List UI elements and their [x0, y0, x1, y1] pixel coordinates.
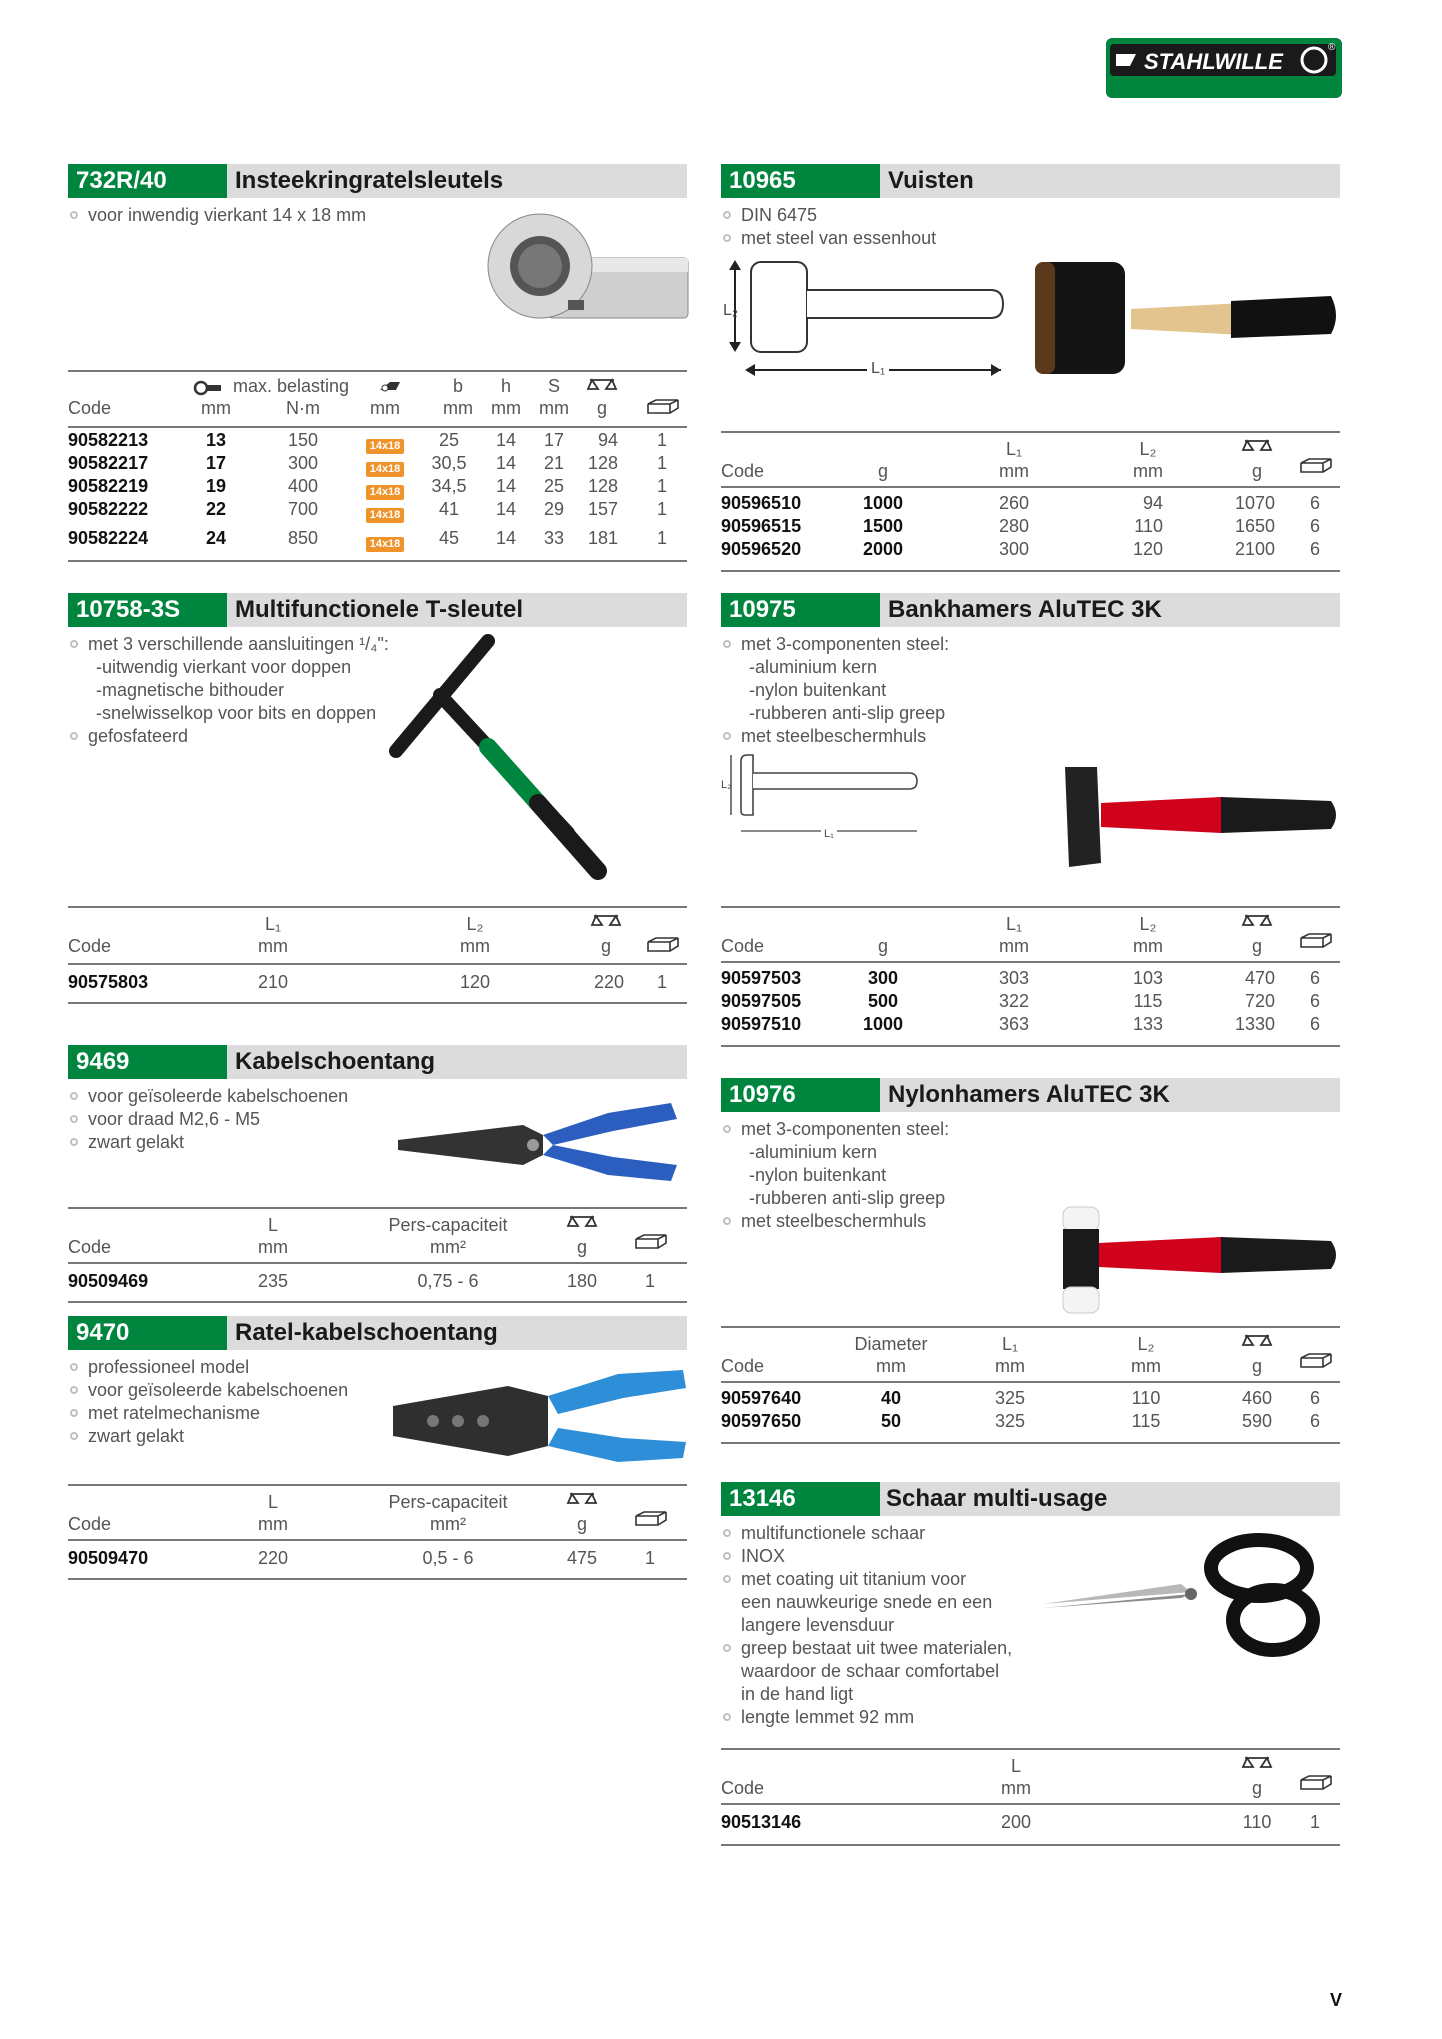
table-row[interactable]: 90597510 1000 363 133 1330 6	[721, 1014, 1320, 1034]
article-code: 10758-3S	[68, 593, 227, 627]
col-header-h: h	[500, 376, 511, 396]
section-title: Vuisten	[888, 167, 974, 194]
feature-item: een nauwkeurige snede en een	[741, 1592, 993, 1612]
table-row[interactable]: 90582222 22 700 14x18 41 14 29 157 1	[68, 499, 667, 521]
section-9469	[68, 1045, 687, 1291]
box-icon	[634, 1510, 668, 1531]
box-icon	[634, 1233, 668, 1254]
section-10965	[721, 164, 1340, 559]
col-unit: N·m	[286, 398, 320, 418]
scale-icon	[1237, 1332, 1277, 1353]
col-unit: mm	[201, 398, 231, 418]
section-9470	[68, 1316, 687, 1568]
section-title: Kabelschoentang	[235, 1048, 436, 1075]
scale-icon	[562, 1213, 602, 1234]
feature-item: -magnetische bithouder	[96, 680, 285, 700]
svg-text:®: ®	[1328, 42, 1336, 53]
section-header	[721, 1482, 1340, 1516]
table-row[interactable]: 90597505 500 322 115 720 6	[721, 991, 1320, 1011]
section-732r-40	[68, 164, 687, 550]
section-header	[68, 1316, 687, 1350]
table-row[interactable]: 90597503 300 303 103 470 6	[721, 968, 1320, 988]
box-icon	[646, 936, 680, 957]
feature-item: multifunctionele schaar	[721, 1522, 1340, 1545]
feature-item: -rubberen anti-slip greep	[749, 703, 946, 723]
scale-icon	[582, 376, 622, 397]
section-header	[68, 1045, 687, 1079]
feature-item: zwart gelakt	[68, 1425, 687, 1448]
feature-item: -nylon buitenkant	[749, 680, 887, 700]
feature-item: DIN 6475	[721, 204, 1340, 227]
box-icon	[1299, 1774, 1333, 1795]
article-code: 9470	[68, 1316, 227, 1350]
section-header	[68, 164, 687, 198]
col-unit: mm	[443, 398, 473, 418]
ratchet-crimping-pliers-image	[388, 1366, 693, 1476]
feature-item: zwart gelakt	[68, 1131, 687, 1154]
col-header-b: b	[452, 376, 463, 396]
machinist-hammer-image	[1041, 763, 1341, 873]
article-code: 10975	[721, 593, 880, 627]
box-icon	[1299, 457, 1333, 478]
feature-item: -uitwendig vierkant voor doppen	[96, 657, 352, 677]
table-13146: L Code mm g 90513146 200 110 1	[721, 1748, 1340, 1848]
table-row[interactable]: 90597640 40 325 110 460 6	[721, 1388, 1320, 1408]
col-unit: mm	[491, 398, 521, 418]
section-title: Multifunctionele T-sleutel	[235, 596, 524, 623]
box-icon	[1299, 1352, 1333, 1373]
feature-item: -nylon buitenkant	[749, 1165, 887, 1185]
feature-item: met steelbeschermhuls	[721, 725, 1340, 748]
feature-list	[721, 204, 1340, 250]
article-code: 13146	[721, 1482, 880, 1516]
feature-list	[721, 633, 1340, 748]
dim-label: L₁	[821, 828, 837, 840]
scale-icon	[1237, 1754, 1277, 1775]
col-unit: mm	[370, 398, 400, 418]
table-row[interactable]: 90575803 210 120 220 1	[68, 972, 667, 992]
table-row[interactable]: 90582219 19 400 14x18 34,5 14 25 128 1	[68, 476, 667, 498]
t-handle-image	[388, 633, 688, 893]
col-unit: mm	[539, 398, 569, 418]
feature-item: met ratelmechanisme	[68, 1402, 687, 1425]
box-icon	[646, 398, 680, 419]
table-row[interactable]: 90513146 200 110 1	[721, 1812, 1320, 1832]
article-code: 9469	[68, 1045, 227, 1079]
section-title: Insteekringratelsleutels	[235, 167, 504, 194]
feature-item: greep bestaat uit twee materialen,	[721, 1637, 1340, 1660]
col-header-s: S	[547, 376, 560, 396]
feature-item: voor inwendig vierkant 14 x 18 mm	[68, 204, 687, 227]
table-9470: L Pers-capaciteit Code mm mm² g 90509470 220 0,5 - 6 475 1	[68, 1484, 687, 1584]
section-10975	[721, 593, 1340, 1034]
feature-item: -rubberen anti-slip greep	[749, 1188, 946, 1208]
table-732r	[68, 370, 687, 566]
feature-item: -aluminium kern	[749, 1142, 878, 1162]
table-10975: L₁ L₂ Code g mm mm g 90597503 300 303 103 470 6 90597505 500 322 115 720 6 90597510 1000 363 133 1330 6	[721, 906, 1340, 1056]
insert-tool-icon	[378, 378, 402, 399]
dimension-drawing	[721, 258, 1011, 398]
feature-item: gefosfateerd	[68, 725, 687, 748]
feature-item: met coating uit titanium voor	[721, 1568, 1340, 1591]
table-10976: Diameter L₁ L₂ Code mm mm mm g 90597640 40 325 110 460 6 90597650 50 325 115 590 6	[721, 1326, 1340, 1456]
section-13146	[721, 1482, 1340, 1832]
feature-item: met 3-componenten steel:	[721, 1118, 1340, 1141]
table-row[interactable]: 90596515 1500 280 110 1650 6	[721, 516, 1320, 536]
section-title: Schaar multi-usage	[886, 1485, 1108, 1512]
table-row[interactable]: 90597650 50 325 115 590 6	[721, 1411, 1320, 1431]
section-title: Ratel-kabelschoentang	[235, 1319, 498, 1346]
ring-ratchet-insert-image	[468, 208, 698, 348]
feature-item: -aluminium kern	[749, 657, 878, 677]
table-row[interactable]: 90509469 235 0,75 - 6 180 1	[68, 1271, 655, 1291]
scale-icon	[1237, 437, 1277, 458]
section-10976	[721, 1078, 1340, 1431]
section-header	[721, 593, 1340, 627]
scale-icon	[1237, 912, 1277, 933]
feature-item: professioneel model	[68, 1356, 687, 1379]
stahlwille-logo	[1106, 38, 1342, 98]
box-icon	[1299, 932, 1333, 953]
table-row[interactable]: 90596520 2000 300 120 2100 6	[721, 539, 1320, 559]
feature-item: met steelbeschermhuls	[721, 1210, 1340, 1233]
dim-label: L₂	[723, 302, 739, 319]
col-unit: g	[596, 398, 607, 418]
feature-item: met 3-componenten steel:	[721, 633, 1340, 656]
section-10758-3s	[68, 593, 687, 992]
scissors-image	[1041, 1532, 1341, 1662]
scale-icon	[586, 912, 626, 933]
dim-label: L₁	[867, 360, 889, 378]
article-code: 10965	[721, 164, 880, 198]
feature-item: voor geïsoleerde kabelschoenen	[68, 1379, 687, 1402]
section-title: Bankhamers AluTEC 3K	[888, 596, 1162, 623]
section-header	[68, 593, 687, 627]
col-header-code: Code	[68, 398, 112, 418]
section-title: Nylonhamers AluTEC 3K	[888, 1081, 1170, 1108]
feature-item: voor geïsoleerde kabelschoenen	[68, 1085, 687, 1108]
section-header	[721, 1078, 1340, 1112]
club-hammer-image	[1031, 254, 1341, 394]
section-header	[721, 164, 1340, 198]
feature-item: INOX	[721, 1545, 1340, 1568]
table-row[interactable]: 90509470 220 0,5 - 6 475 1	[68, 1548, 655, 1568]
feature-item: voor draad M2,6 - M5	[68, 1108, 687, 1131]
feature-item: met 3 verschillende aansluitingen ¹/₄":	[68, 633, 687, 656]
dim-label: L₂	[721, 779, 732, 791]
feature-item: lengte lemmet 92 mm	[721, 1706, 1340, 1729]
table-row[interactable]: 90582213 13 150 14x18 25 14 17 94 1	[68, 430, 667, 452]
table-row[interactable]: 90582217 17 300 14x18 30,5 14 21 128 1	[68, 453, 667, 475]
scale-icon	[562, 1490, 602, 1511]
article-code: 732R/40	[68, 164, 227, 198]
col-header-load: max. belasting	[233, 376, 350, 396]
table-10758: L₁ L₂ Code mm mm g 90575803 210 120 220 1	[68, 906, 687, 1006]
nylon-hammer-image	[1041, 1203, 1341, 1318]
feature-item: langere levensduur	[741, 1615, 895, 1635]
feature-item: waardoor de schaar comfortabel	[741, 1661, 1000, 1681]
feature-item: -snelwisselkop voor bits en doppen	[96, 703, 377, 723]
table-10965: L₁ L₂ Code g mm mm g 90596510 1000 260 94 1070 6 90596515 1500 280 110 1650 6 90596520 2000 300 120 2100 6	[721, 431, 1340, 581]
article-code: 10976	[721, 1078, 880, 1112]
feature-item: met steel van essenhout	[721, 227, 1340, 250]
crimping-pliers-image	[393, 1095, 693, 1195]
feature-item: in de hand ligt	[741, 1684, 854, 1704]
table-row[interactable]: 90596510 1000 260 94 1070 6	[721, 493, 1320, 513]
page-number: V	[1330, 1990, 1343, 2010]
table-row[interactable]: 90582224 24 850 14x18 45 14 33 181 1	[68, 528, 667, 550]
table-9469: L Pers-capaciteit Code mm mm² g 90509469 235 0,75 - 6 180 1	[68, 1207, 687, 1307]
svg-text:STAHLWILLE: STAHLWILLE	[1144, 49, 1283, 74]
